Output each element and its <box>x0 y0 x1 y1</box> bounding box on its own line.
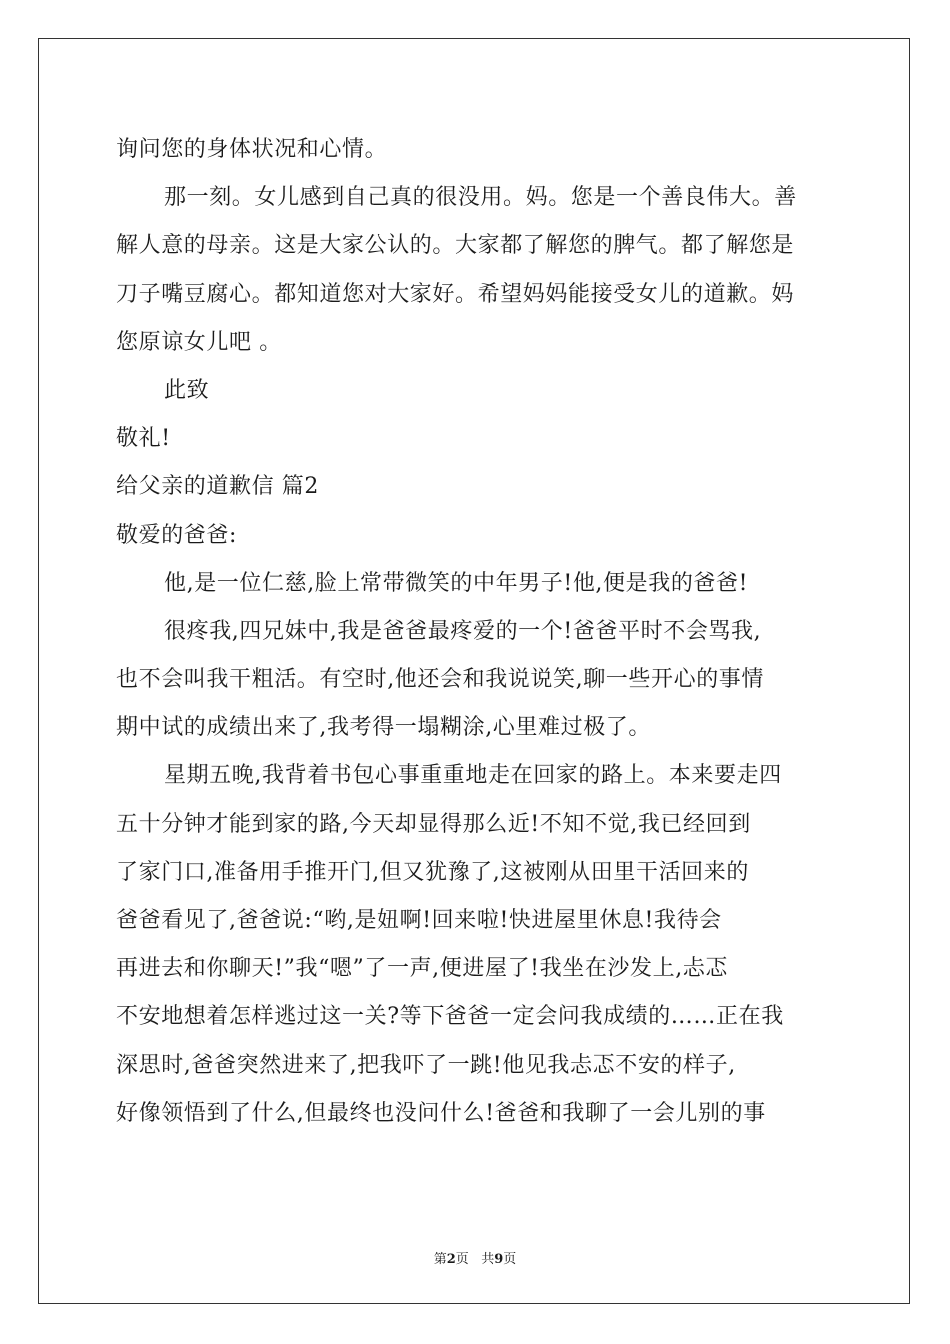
text-line: 那一刻。女儿感到自己真的很没用。妈。您是一个善良伟大。善 <box>164 185 797 211</box>
section-heading: 给父亲的道歉信 篇2 <box>116 474 319 500</box>
page-suffix: 页 <box>455 1252 469 1267</box>
document-body <box>116 126 838 1138</box>
text-line: 好像领悟到了什么,但最终也没问什么!爸爸和我聊了一会儿别的事 <box>116 1100 766 1126</box>
text-line: 深思时,爸爸突然进来了,把我吓了一跳!他见我忐忑不安的样子, <box>116 1052 736 1078</box>
closing-regards: 敬礼! <box>116 426 171 452</box>
text-line: 询问您的身体状况和心情。 <box>116 137 388 162</box>
text-line: 您原谅女儿吧 。 <box>116 329 282 355</box>
text-line: 刀子嘴豆腐心。都知道您对大家好。希望妈妈能接受女儿的道歉。妈 <box>116 281 795 307</box>
total-suffix: 页 <box>503 1252 517 1267</box>
page-number: 2 <box>446 1252 456 1267</box>
total-pages: 9 <box>494 1252 504 1267</box>
text-line: 很疼我,四兄妹中,我是爸爸最疼爱的一个!爸爸平时不会骂我, <box>164 618 762 644</box>
text-line: 不安地想着怎样逃过这一关?等下爸爸一定会问我成绩的……正在我 <box>116 1004 784 1030</box>
text-line: 他,是一位仁慈,脸上常带微笑的中年男子!他,便是我的爸爸! <box>164 570 749 596</box>
text-line: 解人意的母亲。这是大家公认的。大家都了解您的脾气。都了解您是 <box>116 233 795 259</box>
text-line: 星期五晚,我背着书包心事重重地走在回家的路上。本来要走四 <box>164 763 782 789</box>
text-line: 再进去和你聊天!”我“嗯”了一声,便进屋了!我坐在沙发上,忐忑 <box>116 956 729 982</box>
page-prefix: 第 <box>433 1252 447 1267</box>
total-prefix: 共 <box>481 1252 495 1267</box>
text-line: 爸爸看见了,爸爸说:“哟,是妞啊!回来啦!快进屋里休息!我待会 <box>116 908 722 933</box>
text-line: 期中试的成绩出来了,我考得一塌糊涂,心里难过极了。 <box>116 715 651 741</box>
page-footer <box>0 1248 950 1267</box>
letter-greeting: 敬爱的爸爸: <box>116 522 238 548</box>
closing-salutation: 此致 <box>164 377 210 403</box>
text-line: 也不会叫我干粗活。有空时,他还会和我说说笑,聊一些开心的事情 <box>116 667 764 693</box>
text-line: 了家门口,准备用手推开门,但又犹豫了,这被刚从田里干活回来的 <box>116 859 749 885</box>
text-line: 五十分钟才能到家的路,今天却显得那么近!不知不觉,我已经回到 <box>116 811 751 837</box>
